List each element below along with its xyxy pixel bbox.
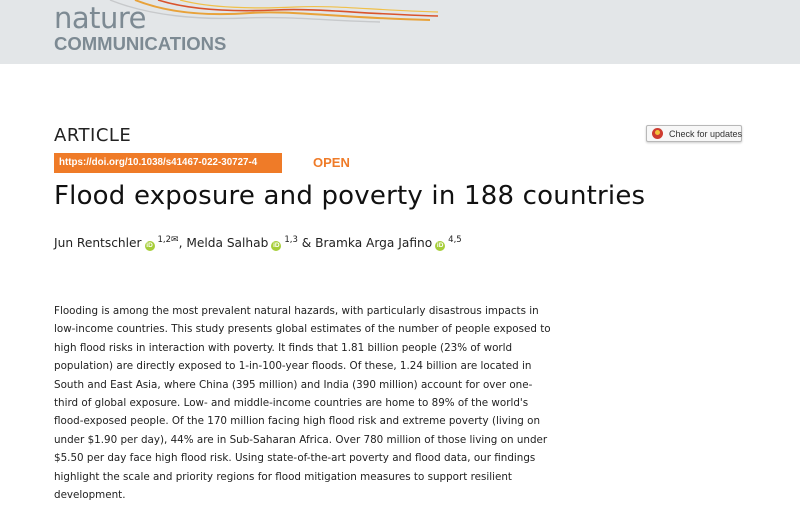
check-for-updates-label: Check for updates xyxy=(669,128,743,139)
journal-name-nature: nature xyxy=(54,1,147,35)
journal-masthead xyxy=(0,0,800,64)
article-abstract: Flooding is among the most prevalent natural hazards, with particularly disastrous impacts in low-income countries. This study presents global estimates of the number of people exposed to high flood risks in interaction with poverty. It finds that 1.81 billion people (23% of world population) are directly exposed to 1-in-100-year floods. Of these, 1.24 billion are located in South and East Asia, where China (395 million) and India (390 million) account for over one-third of global exposure. Low- and middle-income countries are home to 89% of the world's flood-exposed people. Of the 170 million facing high flood risk and extreme poverty (living on under $1.90 per day), 44% are in Sub-Saharan Africa. Over 780 million of those living on under $5.50 per day face high flood risk. Using state-of-the-art poverty and flood data, our findings highlight the scale and priority regions for flood mitigation measures to support resilient development. xyxy=(54,305,551,502)
open-access-badge: OPEN xyxy=(313,155,350,170)
author-list xyxy=(54,230,462,253)
article-type-label: ARTICLE xyxy=(54,125,132,146)
author-affiliation: 1,2 xyxy=(157,235,172,245)
author-affiliation: 4,5 xyxy=(448,235,462,245)
orcid-icon[interactable]: iD xyxy=(436,242,444,249)
author-name[interactable]: Jun Rentschler xyxy=(54,236,142,250)
author-separator: , xyxy=(178,236,187,250)
author-affiliation: 1,3 xyxy=(284,235,298,245)
author-separator: & xyxy=(297,236,316,250)
orcid-icon[interactable]: iD xyxy=(146,242,153,249)
crossmark-icon xyxy=(652,128,663,139)
author-name[interactable]: Melda Salhab xyxy=(186,236,269,250)
orcid-icon[interactable]: iD xyxy=(273,242,280,249)
author-name[interactable]: Bramka Arga Jafino xyxy=(315,236,433,250)
journal-name-communications: COMMUNICATIONS xyxy=(54,33,227,54)
check-for-updates-button[interactable] xyxy=(646,125,742,142)
mail-icon[interactable]: ✉ xyxy=(171,235,179,245)
doi-link[interactable]: https://doi.org/10.1038/s41467-022-30727-4 xyxy=(54,153,282,173)
article-title: Flood exposure and poverty in 188 countries xyxy=(54,181,646,211)
